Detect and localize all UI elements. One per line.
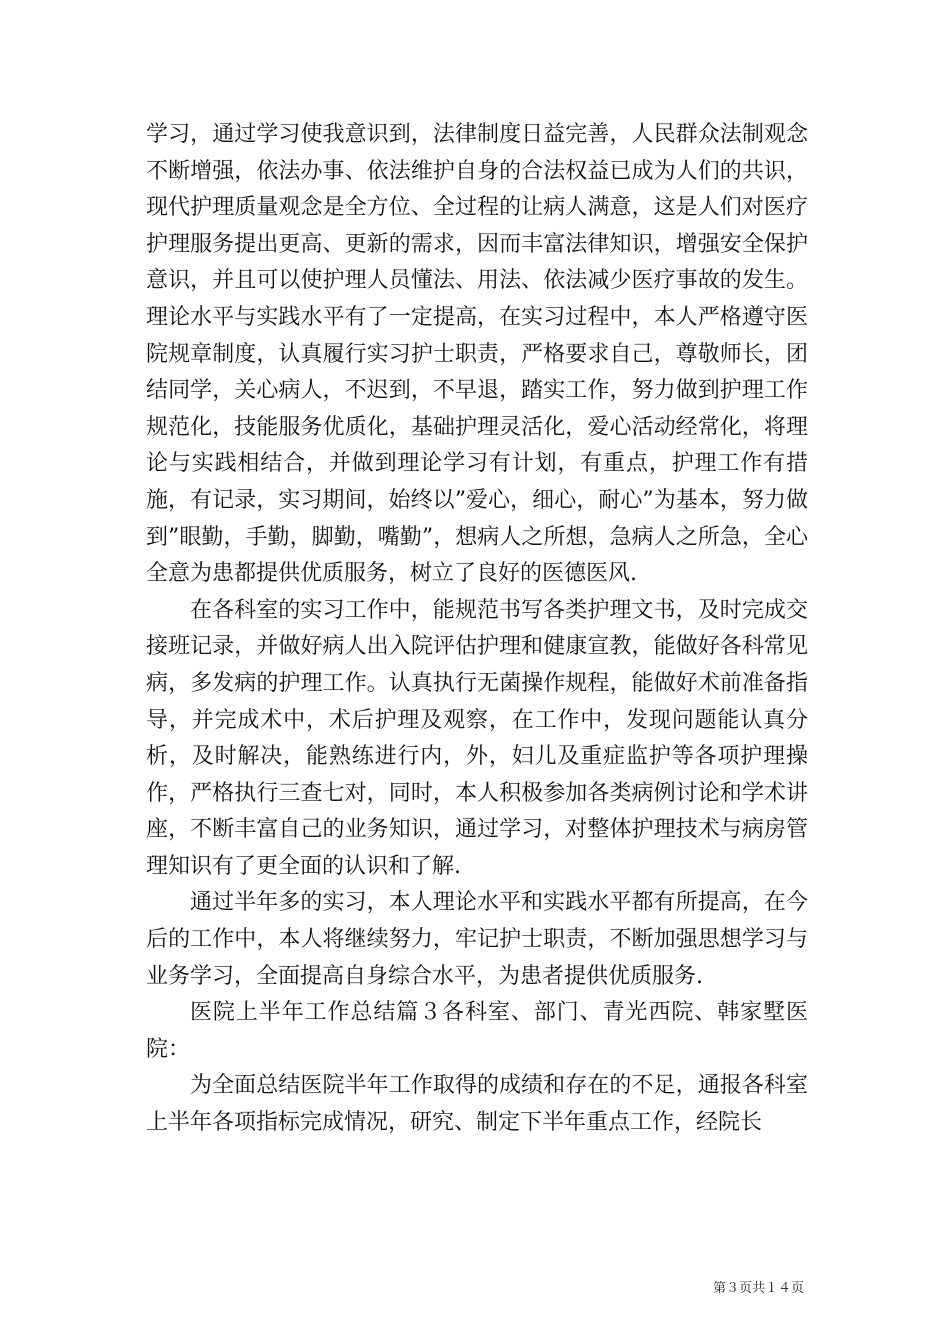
paragraph-2: 在各科室的实习工作中，能规范书写各类护理文书，及时完成交接班记录，并做好病人出入院评估护理和健康宣教，能做好各科常见病，多发病的护理工作。认真执行无菌操作规程，能做好术前准备指导，并完成术中，术后护理及观察，在工作中，发现问题能认真分析，及时解决，能熟练进行内，外，妇儿及重症监护等各项护理操作，严格执行三查七对，同时，本人积极参加各类病例讨论和学术讲座，不断丰富自己的业务知识，通过学习，对整体护理技术与病房管理知识有了更全面的认识和了解.	[146, 597, 808, 879]
paragraph-1: 学习，通过学习使我意识到，法律制度日益完善，人民群众法制观念不断增强，依法办事、依法维护自身的合法权益已成为人们的共识，现代护理质量观念是全方位、全过程的让病人满意，这是人们对医疗护理服务提出更高、更新的需求，因而丰富法律知识，增强安全保护意识，并且可以使护理人员懂法、用法、依法减少医疗事故的发生。理论水平与实践水平有了一定提高，在实习过程中，本人严格遵守医院规章制度，认真履行实习护士职责，严格要求自己，尊敬师长，团结同学，关心病人，不迟到，不早退，踏实工作，努力做到护理工作规范化，技能服务优质化，基础护理灵活化，爱心活动经常化，将理论与实践相结合，并做到理论学习有计划，有重点，护理工作有措施，有记录，实习期间，始终以”爱心，细心，耐心”为基本，努力做到”眼勤，手勤，脚勤，嘴勤”，想病人之所想，急病人之所急，全心全意为患都提供优质服务，树立了良好的医德医风.	[146, 122, 808, 587]
paragraph-4: 医院上半年工作总结篇３各科室、部门、青光西院、韩家墅医院：	[146, 1000, 808, 1062]
page-number-footer: 第３页共１４页	[712, 1281, 804, 1296]
paragraph-3: 通过半年多的实习，本人理论水平和实践水平都有所提高，在今后的工作中，本人将继续努力，牢记护士职责，不断加强思想学习与业务学习，全面提高自身综合水平，为患者提供优质服务.	[146, 890, 808, 989]
document-body	[146, 117, 808, 1142]
paragraph-5: 为全面总结医院半年工作取得的成绩和存在的不足，通报各科室上半年各项指标完成情况，研究、制定下半年重点工作，经院长	[146, 1073, 808, 1136]
